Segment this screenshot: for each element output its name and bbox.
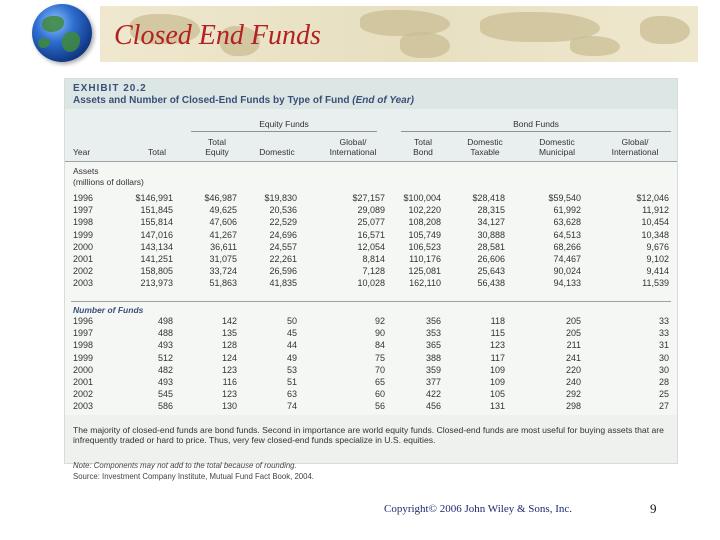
value-cell: 47,606	[209, 217, 237, 228]
table-row	[65, 389, 677, 401]
value-cell: 30,888	[477, 229, 505, 240]
value-cell: 45	[286, 328, 297, 339]
year-cell: 2003	[73, 401, 94, 412]
value-cell: 377	[425, 377, 441, 387]
value-cell: 8,814	[362, 254, 385, 264]
value-cell: 68,266	[553, 241, 581, 252]
value-cell: 11,539	[642, 278, 669, 289]
exhibit-title: Assets and Number of Closed-End Funds by Type of Fund (End of Year)	[73, 95, 414, 106]
value-cell: 123	[489, 340, 505, 351]
value-cell: 51	[286, 377, 297, 387]
value-cell: 49,625	[209, 205, 237, 216]
value-cell: 36,611	[210, 241, 237, 252]
value-cell: 26,606	[477, 254, 505, 264]
value-cell: 33,724	[209, 266, 237, 277]
value-cell: 9,414	[646, 266, 669, 277]
value-cell: 240	[565, 377, 581, 387]
value-cell: 118	[490, 316, 505, 326]
slide-header	[0, 0, 720, 62]
table-row	[65, 340, 677, 352]
value-cell: 205	[565, 316, 581, 326]
value-cell: 108,208	[408, 217, 441, 228]
value-cell: 41,267	[209, 229, 237, 240]
value-cell: 33	[658, 316, 669, 326]
column-header-line: Global/	[339, 137, 367, 147]
value-cell: 9,102	[646, 254, 669, 264]
value-cell: 74,467	[553, 254, 581, 264]
column-header-line: Bond	[413, 147, 433, 157]
value-cell: 211	[566, 340, 581, 351]
value-cell: 64,513	[553, 229, 581, 240]
value-cell: 292	[565, 389, 581, 400]
value-cell: 102,220	[408, 205, 441, 216]
value-cell: $27,157	[352, 193, 385, 203]
value-cell: 545	[157, 389, 173, 400]
table-row	[65, 353, 677, 365]
value-cell: 493	[157, 377, 173, 387]
column-header	[237, 137, 317, 157]
value-cell: 512	[157, 352, 173, 363]
value-cell: 75	[374, 352, 385, 363]
value-cell: 488	[157, 328, 173, 339]
value-cell: 125,081	[408, 266, 441, 277]
value-cell: 498	[157, 316, 173, 326]
column-header-line: Municipal	[539, 147, 575, 157]
year-cell: 2002	[73, 266, 94, 277]
column-header-line: Equity	[205, 147, 229, 157]
value-cell: 70	[374, 364, 385, 375]
table-row	[65, 242, 677, 254]
value-cell: 131	[489, 401, 505, 412]
value-cell: 63	[286, 389, 297, 400]
table-row	[65, 278, 677, 290]
value-cell: 31	[658, 340, 669, 351]
value-cell: $12,046	[636, 193, 669, 203]
value-cell: 63,628	[553, 217, 581, 228]
year-cell: 2000	[73, 241, 94, 252]
value-cell: 33	[658, 328, 669, 339]
exhibit-header	[65, 79, 677, 109]
value-cell: 56	[374, 401, 385, 412]
value-cell: 105,749	[408, 229, 441, 240]
value-cell: 28	[658, 377, 669, 387]
column-header	[517, 137, 597, 157]
value-cell: $146,991	[135, 193, 173, 203]
column-header-line: Domestic	[539, 137, 575, 147]
value-cell: 90	[374, 328, 385, 339]
value-cell: 30	[658, 364, 669, 375]
table-row	[65, 266, 677, 278]
value-cell: 28,315	[477, 205, 505, 216]
column-header-line: International	[611, 147, 659, 157]
value-cell: 109	[489, 364, 505, 375]
value-cell: 162,110	[409, 278, 441, 289]
value-cell: 41,835	[269, 278, 297, 289]
value-cell: 456	[425, 401, 441, 412]
value-cell: 20,536	[269, 205, 297, 216]
bond-funds-group: Bond Funds	[401, 119, 671, 132]
value-cell: 123	[221, 364, 237, 375]
year-cell: 2002	[73, 389, 94, 400]
column-header-line: Domestic	[259, 147, 295, 157]
value-cell: 128	[221, 340, 237, 351]
table-row	[65, 365, 677, 377]
value-cell: 11,912	[642, 205, 669, 216]
table-row	[65, 254, 677, 266]
table-row	[65, 401, 677, 413]
page-number: 9	[650, 501, 657, 516]
value-cell: 27	[658, 401, 669, 412]
value-cell: 28,581	[477, 241, 505, 252]
value-cell: 29,089	[357, 205, 385, 216]
column-header-line: International	[329, 147, 377, 157]
equity-funds-group: Equity Funds	[191, 119, 377, 132]
value-cell: 9,676	[646, 241, 669, 252]
value-cell: 213,973	[140, 278, 173, 289]
value-cell: 298	[565, 401, 581, 412]
value-cell: 142	[221, 316, 237, 326]
value-cell: 61,992	[553, 205, 581, 216]
value-cell: 10,348	[641, 229, 669, 240]
value-cell: 105	[489, 389, 505, 400]
value-cell: 359	[425, 364, 441, 375]
copyright-text: Copyright© 2006 John Wiley & Sons, Inc.	[384, 503, 572, 515]
column-header	[73, 137, 113, 157]
column-header-line	[73, 137, 113, 147]
source-text: Source: Investment Company Institute, Mutual Fund Fact Book, 2004.	[73, 472, 314, 481]
value-cell: 84	[374, 340, 385, 351]
year-cell: 1998	[73, 340, 94, 351]
column-header	[313, 137, 393, 157]
summary-text: The majority of closed-end funds are bond funds. Second in importance are world equity funds. Closed-end funds are most useful for buying assets that are infrequently traded or hard to price. Thus, very few closed-end funds specialize in U.S. equities.	[73, 425, 664, 445]
value-cell: 7,128	[362, 266, 385, 277]
column-header-line: Domestic	[467, 137, 503, 147]
value-cell: 586	[157, 401, 173, 412]
section-divider	[71, 301, 671, 302]
value-cell: 493	[157, 340, 173, 351]
assets-section-label: Assets (millions of dollars)	[73, 166, 144, 187]
slide-title: Closed End Funds	[114, 20, 321, 51]
column-header	[445, 137, 525, 157]
value-cell: 10,028	[357, 278, 385, 289]
value-cell: 388	[425, 352, 441, 363]
value-cell: 24,557	[269, 241, 297, 252]
exhibit-table	[64, 78, 678, 481]
value-cell: 482	[157, 364, 173, 375]
value-cell: 24,696	[269, 229, 297, 240]
column-header-line: Total	[208, 137, 226, 147]
column-header-line: Taxable	[470, 147, 500, 157]
exhibit-label: EXHIBIT 20.2	[73, 83, 147, 94]
year-cell: 1999	[73, 229, 94, 240]
value-cell: 60	[374, 389, 385, 400]
column-header-line	[237, 137, 317, 147]
table-row	[65, 205, 677, 217]
value-cell: 26,596	[269, 266, 297, 277]
value-cell: 50	[286, 316, 297, 326]
value-cell: 65	[374, 377, 385, 387]
value-cell: $28,418	[472, 193, 505, 203]
value-cell: 106,523	[408, 241, 441, 252]
value-cell: $100,004	[403, 193, 441, 203]
count-section-label: Number of Funds	[73, 305, 144, 315]
column-header-line: Year	[73, 147, 91, 157]
value-cell: 34,127	[477, 217, 505, 228]
value-cell: 12,054	[357, 241, 385, 252]
column-header-line: Total	[414, 137, 432, 147]
table-row	[65, 328, 677, 340]
value-cell: 51,863	[209, 278, 237, 289]
note-text: Note: Components may not add to the total because of rounding.	[73, 461, 297, 470]
value-cell: 10,454	[641, 217, 669, 228]
year-cell: 2003	[73, 278, 94, 289]
value-cell: 92	[374, 316, 385, 326]
value-cell: 124	[221, 352, 237, 363]
value-cell: 356	[425, 316, 441, 326]
column-header-line: Total	[148, 147, 166, 157]
table-row	[65, 377, 677, 389]
value-cell: 158,805	[140, 266, 173, 277]
year-cell: 1998	[73, 217, 94, 228]
value-cell: 56,438	[477, 278, 505, 289]
value-cell: 220	[565, 364, 581, 375]
value-cell: 117	[490, 352, 505, 363]
year-cell: 1996	[73, 193, 94, 203]
year-cell: 1997	[73, 205, 94, 216]
value-cell: 22,529	[269, 217, 297, 228]
value-cell: 90,024	[553, 266, 581, 277]
year-cell: 1997	[73, 328, 94, 339]
value-cell: 141,251	[140, 254, 173, 264]
value-cell: 155,814	[140, 217, 173, 228]
value-cell: $19,830	[264, 193, 297, 203]
table-row	[65, 230, 677, 242]
year-cell: 2001	[73, 254, 94, 264]
value-cell: 110,176	[409, 254, 441, 264]
value-cell: 49	[286, 352, 297, 363]
value-cell: 31,075	[209, 254, 237, 264]
value-cell: 353	[425, 328, 441, 339]
value-cell: 44	[286, 340, 297, 351]
year-cell: 2000	[73, 364, 94, 375]
value-cell: 74	[286, 401, 297, 412]
table-row	[65, 193, 677, 205]
table-row	[65, 217, 677, 229]
value-cell: $59,540	[548, 193, 581, 203]
value-cell: 205	[565, 328, 581, 339]
value-cell: 25,643	[477, 266, 505, 277]
value-cell: 123	[221, 389, 237, 400]
value-cell: 16,571	[357, 229, 385, 240]
value-cell: 135	[221, 328, 237, 339]
value-cell: 422	[425, 389, 441, 400]
globe-icon	[32, 4, 92, 62]
value-cell: 241	[565, 352, 581, 363]
value-cell: 130	[221, 401, 237, 412]
year-cell: 2001	[73, 377, 94, 387]
value-cell: 109	[489, 377, 505, 387]
table-row	[65, 316, 677, 328]
year-cell: 1999	[73, 352, 94, 363]
value-cell: 25	[658, 389, 669, 400]
value-cell: 147,016	[140, 229, 173, 240]
value-cell: 115	[490, 328, 505, 339]
value-cell: 30	[658, 352, 669, 363]
value-cell: 143,134	[140, 241, 173, 252]
value-cell: 25,077	[357, 217, 385, 228]
value-cell: 151,845	[140, 205, 173, 216]
value-cell: 365	[425, 340, 441, 351]
value-cell: $46,987	[204, 193, 237, 203]
year-cell: 1996	[73, 316, 94, 326]
value-cell: 116	[222, 377, 237, 387]
value-cell: 94,133	[553, 278, 581, 289]
column-header	[595, 137, 675, 157]
column-header-line: Global/	[621, 137, 649, 147]
value-cell: 53	[286, 364, 297, 375]
value-cell: 22,261	[269, 254, 297, 264]
